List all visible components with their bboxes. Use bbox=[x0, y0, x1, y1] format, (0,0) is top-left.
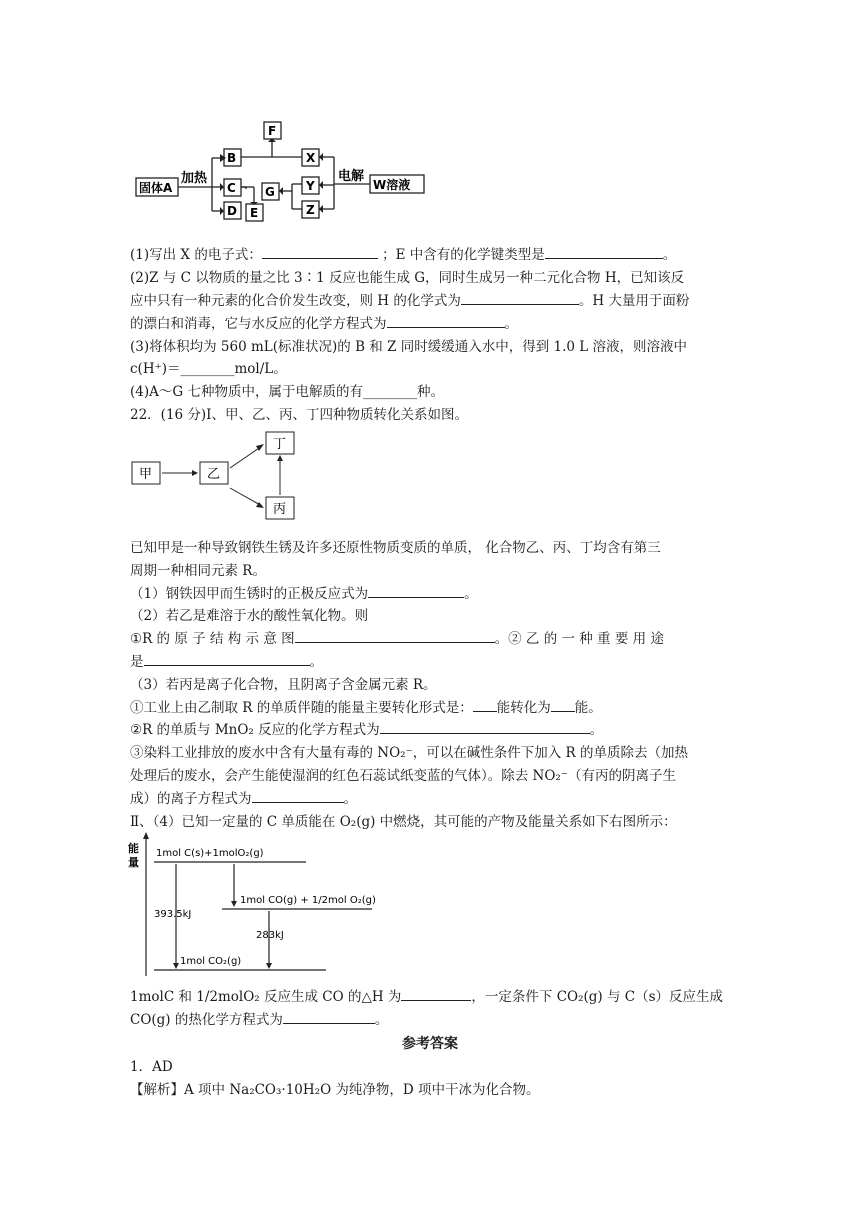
box-f: F bbox=[268, 124, 277, 138]
q1-line7: (4)A～G 七种物质中，属于电解质的有________种。 bbox=[130, 384, 444, 400]
q22-sub4-line1: 1molC 和 1/2molO₂ 反应生成 CO 的△H 为 ，一定条件下 CO₂(g) 与 C（s）反应生成 bbox=[130, 986, 723, 1008]
answer-blank[interactable] bbox=[461, 290, 579, 305]
q22-sub2: （2）若乙是难溶于水的酸性氧化物。则 bbox=[130, 608, 369, 624]
answer-blank[interactable] bbox=[387, 313, 505, 328]
q1-line1: (1)写出 X 的电子式： ；E 中含有的化学键类型是 。 bbox=[130, 244, 676, 266]
q22-sub3a: ①工业上由乙制取 R 的单质伴随的能量主要转化形式是： 能转化为 能。 bbox=[130, 697, 602, 719]
box-ding: 丁 bbox=[273, 437, 287, 452]
q22-para1: 已知甲是一种导致钢铁生锈及许多还原性物质变质的单质， 化合物乙、丙、丁均含有第三 bbox=[130, 540, 661, 556]
delta-h-283: 283kJ bbox=[256, 930, 284, 941]
answer-blank[interactable] bbox=[144, 651, 310, 666]
answer-1: 1．AD bbox=[130, 1059, 173, 1075]
answer-blank[interactable] bbox=[262, 244, 378, 259]
energy-axis-label-2: 量 bbox=[128, 856, 139, 869]
answer-blank[interactable] bbox=[283, 1009, 375, 1024]
box-x: X bbox=[306, 151, 316, 165]
answer-blank[interactable] bbox=[380, 719, 590, 734]
box-d: D bbox=[227, 204, 237, 218]
heat-label: 加热 bbox=[181, 171, 208, 186]
q1-line5: (3)将体积均为 560 mL(标准状况)的 B 和 Z 同时缓缓通入水中，得到 1.0 L 溶液，则溶液中 bbox=[130, 339, 688, 355]
delta-h-393: 393.5kJ bbox=[154, 909, 192, 920]
q22-sub3c-line2: 处理后的废水，会产生能使湿润的红色石蕊试纸变蓝的气体）。除去 NO₂⁻（有丙的阴离子生 bbox=[130, 768, 676, 784]
q1-line3: 应中只有一种元素的化合价发生改变，则 H 的化学式为 。H 大量用于面粉 bbox=[130, 290, 689, 312]
q22-sub3b: ②R 的单质与 MnO₂ 反应的化学方程式为 。 bbox=[130, 719, 603, 741]
answer-blank[interactable] bbox=[252, 788, 344, 803]
q22-sub3c-line1: ③染料工业排放的废水中含有大量有毒的 NO₂⁻，可以在碱性条件下加入 R 的单质除去（加热 bbox=[130, 745, 688, 761]
box-y: Y bbox=[306, 179, 315, 193]
answer-blank[interactable] bbox=[473, 697, 497, 712]
box-g: G bbox=[265, 185, 275, 199]
box-yi: 乙 bbox=[207, 467, 221, 482]
q22-sub1: （1）钢铁因甲而生锈时的正极反应式为 。 bbox=[130, 583, 478, 605]
answer-blank[interactable] bbox=[295, 628, 495, 643]
box-bing: 丙 bbox=[273, 502, 287, 517]
answer-blank[interactable] bbox=[401, 986, 471, 1001]
q1-line6: c(H⁺)＝________mol/L。 bbox=[130, 361, 287, 377]
answer-1-analysis: 【解析】A 项中 Na₂CO₃·10H₂O 为纯净物，D 项中干冰为化合物。 bbox=[130, 1082, 540, 1098]
reaction-flow-diagram bbox=[134, 118, 434, 223]
energy-axis-label-1: 能 bbox=[128, 842, 139, 855]
electrolysis-label: 电解 bbox=[338, 169, 365, 184]
q22-sub2b: 是 。 bbox=[130, 651, 323, 673]
energy-level-diagram bbox=[126, 830, 386, 980]
q22-part2: Ⅱ、（4）已知一定量的 C 单质能在 O₂(g) 中燃烧，其可能的产物及能量关系如下右图所示： bbox=[130, 814, 677, 830]
q22-sub2a: ①R 的 原 子 结 构 示 意 图 。② 乙 的 一 种 重 要 用 途 bbox=[130, 628, 664, 650]
answers-title: 参考答案 bbox=[402, 1036, 458, 1052]
answer-blank[interactable] bbox=[368, 583, 464, 598]
q1-line4: 的漂白和消毒，它与水反应的化学方程式为 。 bbox=[130, 313, 518, 335]
q1-line2: (2)Z 与 C 以物质的量之比 3∶1 反应也能生成 G，同时生成另一种二元化合物 H，已知该反 bbox=[130, 270, 685, 286]
answer-blank[interactable] bbox=[545, 244, 663, 259]
q22-sub3: （3）若丙是离子化合物，且阴离子含金属元素 R。 bbox=[130, 677, 437, 693]
box-z: Z bbox=[306, 203, 315, 217]
w-solution-label: W溶液 bbox=[373, 178, 411, 192]
box-e: E bbox=[250, 206, 259, 220]
solid-a-label: 固体A bbox=[139, 181, 173, 195]
box-b: B bbox=[227, 151, 237, 165]
level-reactants: 1mol C(s)+1molO₂(g) bbox=[156, 848, 264, 859]
box-c: C bbox=[227, 181, 236, 195]
q22-sub4-line2: CO(g) 的热化学方程式为 。 bbox=[130, 1009, 388, 1031]
box-jia: 甲 bbox=[139, 467, 153, 482]
level-co: 1mol CO(g) + 1/2mol O₂(g) bbox=[240, 895, 376, 906]
q22-header: 22．(16 分)Ⅰ、甲、乙、丙、丁四种物质转化关系如图。 bbox=[130, 407, 469, 423]
level-co2: 1mol CO₂(g) bbox=[180, 956, 242, 967]
transformation-diagram bbox=[130, 430, 310, 525]
answer-blank[interactable] bbox=[551, 697, 575, 712]
q22-sub3c-line3: 成）的离子方程式为 。 bbox=[130, 788, 357, 810]
q22-para2: 周期一种相同元素 R。 bbox=[130, 563, 266, 579]
